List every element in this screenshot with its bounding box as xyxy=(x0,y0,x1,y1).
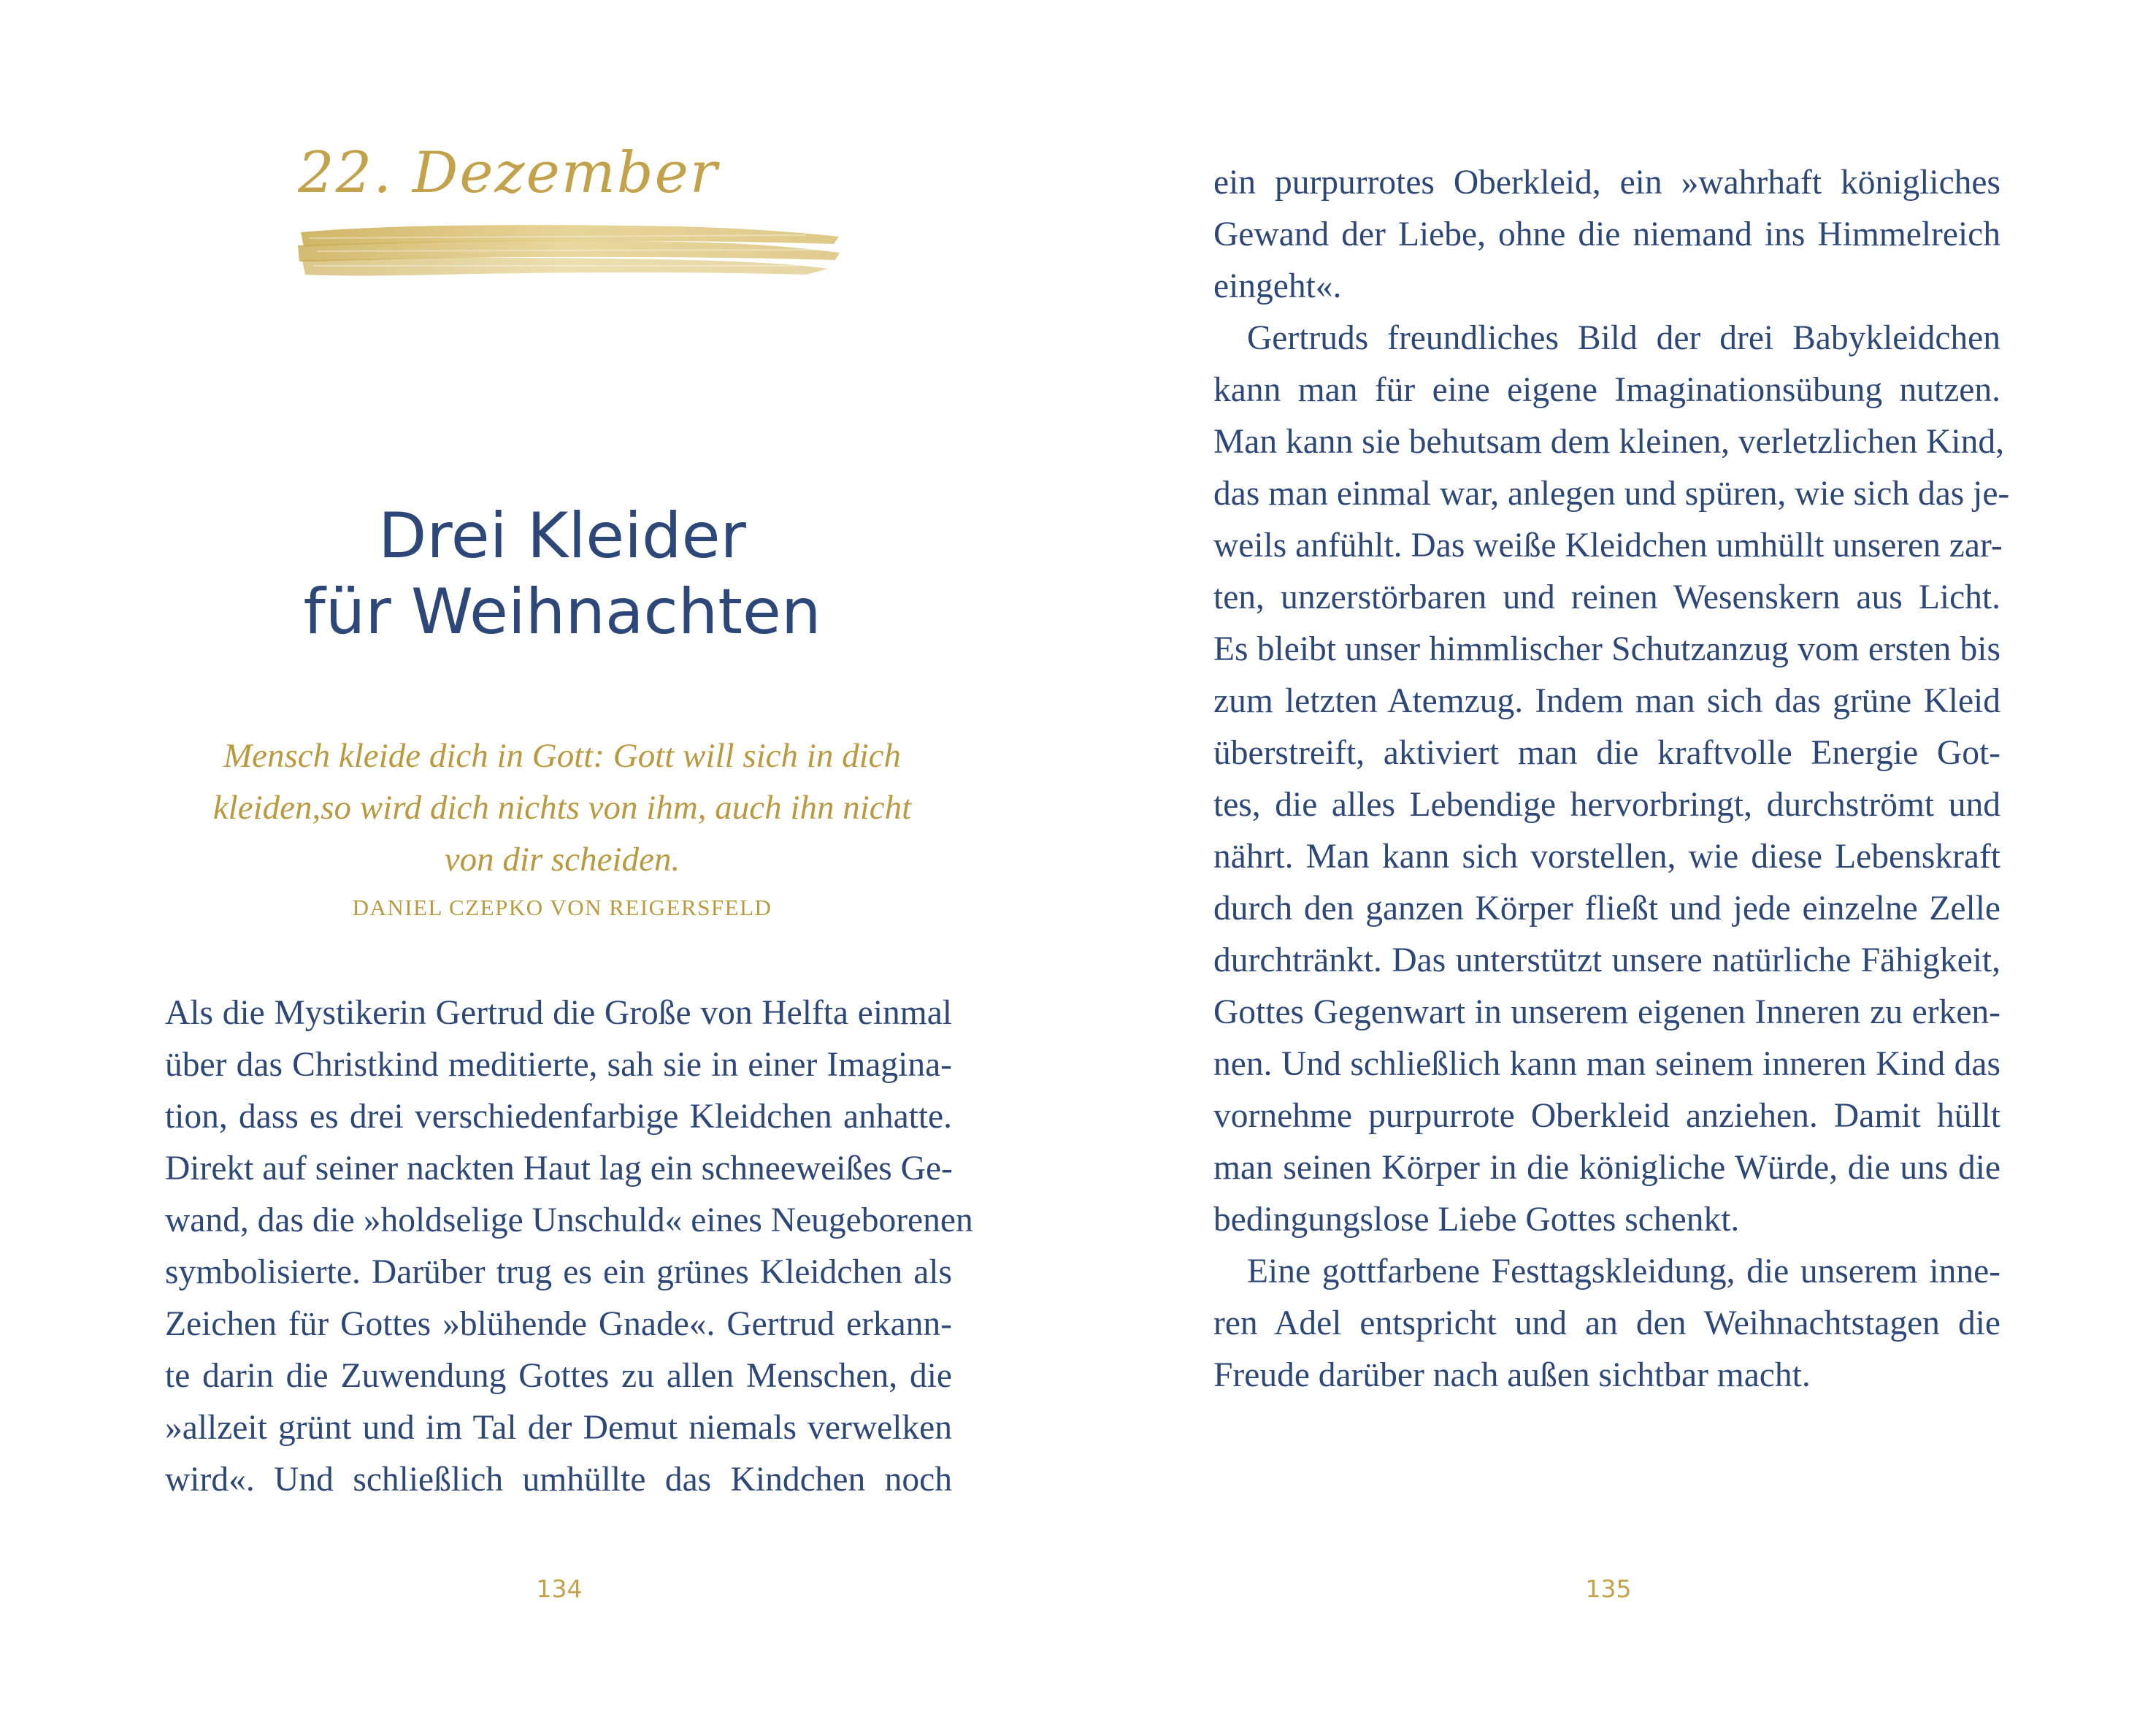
text-line: durchtränkt. Das unterstützt unsere natürliche Fähigkeit, xyxy=(1213,941,2000,979)
text-line: Gertruds freundliches Bild der drei Babykleidchen xyxy=(1247,319,2000,357)
text-line: nen. Und schließlich kann man seinem inneren Kind das xyxy=(1213,1045,2000,1083)
chapter-title-line-1: Drei Kleider xyxy=(378,500,746,573)
epigraph-quote xyxy=(197,730,927,886)
text-line: bedingungslose Liebe Gottes schenkt. xyxy=(1213,1201,1740,1239)
epigraph-line: Mensch kleide dich in Gott: Gott will sich in dich xyxy=(223,737,902,775)
text-line: Gewand der Liebe, ohne die niemand ins Himmelreich xyxy=(1213,215,2000,253)
text-line: Gottes Gegenwart in unserem eigenen Inneren zu erken- xyxy=(1213,993,2000,1031)
text-line: über das Christkind meditierte, sah sie in einer Imagina- xyxy=(165,1046,952,1084)
text-line: ein purpurrotes Oberkleid, ein »wahrhaft königliches xyxy=(1213,164,2000,202)
text-line: Freude darüber nach außen sichtbar macht. xyxy=(1213,1356,1811,1394)
chapter-title xyxy=(117,498,1008,650)
epigraph-author: DANIEL CZEPKO VON REIGERSFELD xyxy=(352,895,772,920)
date-heading: 22. Dezember xyxy=(298,140,719,206)
text-line: Als die Mystikerin Gertrud die Große von Helfta einmal xyxy=(165,994,952,1032)
chapter-title-line-2: für Weihnachten xyxy=(303,575,821,649)
text-line: symbolisierte. Darüber trug es ein grünes Kleidchen als xyxy=(165,1253,952,1291)
text-line: tes, die alles Lebendige hervorbringt, durchströmt und xyxy=(1213,786,2000,824)
left-body-text xyxy=(165,987,973,1506)
text-line: eingeht«. xyxy=(1213,267,1342,305)
gold-brush-stroke-decoration xyxy=(295,216,843,282)
text-line: kann man für eine eigene Imaginationsübung nutzen. xyxy=(1213,371,2000,409)
right-body-text xyxy=(1213,157,2010,1401)
text-line: Zeichen für Gottes »blühende Gnade«. Gertrud erkann- xyxy=(165,1305,952,1343)
text-line: Es bleibt unser himmlischer Schutzanzug vom ersten bis xyxy=(1213,630,2000,668)
epigraph-line: von dir scheiden. xyxy=(444,841,680,879)
text-line: vornehme purpurrote Oberkleid anziehen. Damit hüllt xyxy=(1213,1097,2000,1135)
page-number-right: 135 xyxy=(1585,1575,1632,1603)
text-line: weils anfühlt. Das weiße Kleidchen umhüllt unseren zar- xyxy=(1213,527,2003,565)
text-line: ren Adel entspricht und an den Weihnachtstagen die xyxy=(1213,1304,2000,1342)
epigraph-line: kleiden,so wird dich nichts von ihm, auch ihn nicht xyxy=(212,789,912,827)
text-line: Eine gottfarbene Festtagskleidung, die unserem inne- xyxy=(1247,1252,2000,1290)
text-line: »allzeit grünt und im Tal der Demut niemals verwelken xyxy=(165,1409,952,1447)
text-line: Man kann sie behutsam dem kleinen, verletzlichen Kind, xyxy=(1213,423,2004,461)
text-line: wird«. Und schließlich umhüllte das Kindchen noch xyxy=(165,1461,952,1499)
text-line: ten, unzerstörbaren und reinen Wesenskern aus Licht. xyxy=(1213,578,2000,616)
text-line: das man einmal war, anlegen und spüren, wie sich das je- xyxy=(1213,475,2010,513)
text-line: te darin die Zuwendung Gottes zu allen Menschen, die xyxy=(165,1357,952,1395)
page-number-left: 134 xyxy=(536,1575,583,1603)
text-line: zum letzten Atemzug. Indem man sich das grüne Kleid xyxy=(1213,682,2000,720)
text-line: durch den ganzen Körper fließt und jede einzelne Zelle xyxy=(1213,890,2000,927)
text-line: nährt. Man kann sich vorstellen, wie diese Lebenskraft xyxy=(1213,838,2000,876)
right-page xyxy=(1078,0,2156,1725)
text-line: Direkt auf seiner nackten Haut lag ein schneeweißes Ge- xyxy=(165,1150,953,1187)
text-line: wand, das die »holdselige Unschuld« eines Neugeborenen xyxy=(165,1201,973,1239)
text-line: man seinen Körper in die königliche Würde, die uns die xyxy=(1213,1149,2000,1187)
text-line: überstreift, aktiviert man die kraftvolle Energie Got- xyxy=(1213,734,2000,772)
text-line: tion, dass es drei verschiedenfarbige Kleidchen anhatte. xyxy=(165,1098,952,1136)
